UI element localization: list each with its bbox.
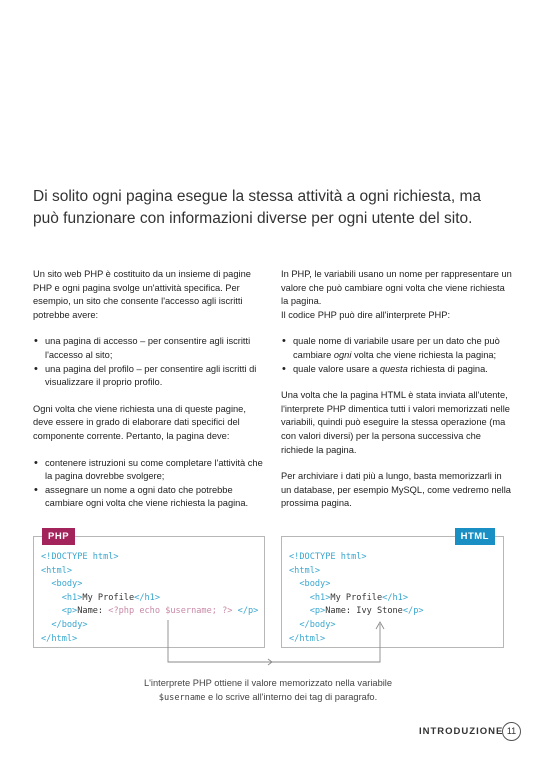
code-h1-open: <h1> <box>309 592 331 603</box>
right-list-1 <box>281 335 513 376</box>
caption-variable: $username <box>158 693 206 703</box>
code-doctype: <!DOCTYPE html> <box>41 552 119 562</box>
code-p-close: </p> <box>402 606 424 617</box>
left-column <box>33 268 265 524</box>
code-h1-open: <h1> <box>61 592 83 603</box>
right-column <box>281 268 513 524</box>
code-h1-close: </h1> <box>382 592 409 603</box>
list-item: • assegnare un nome a ogni dato che potrebbe cambiare ogni volta che viene richiesta la pagina. <box>33 484 265 511</box>
figure-caption <box>100 676 436 705</box>
page-number: 11 <box>502 722 521 741</box>
html-tag: HTML <box>455 528 495 545</box>
right-paragraph-1b-text: Il codice PHP può dire all'interprete PHP: <box>281 309 451 320</box>
list-item: • contenere istruzioni su come completare l'attività che la pagina dovrebbe svolgere; <box>33 457 265 484</box>
list-text: richiesta di pagina. <box>407 363 488 374</box>
code-p-close: </p> <box>237 606 259 617</box>
list-item: • una pagina di accesso – per consentire agli iscritti l'accesso al sito; <box>33 335 265 362</box>
php-code-box <box>33 531 265 648</box>
code-body-open: <body> <box>299 579 331 590</box>
code-html-close: </html> <box>41 633 78 644</box>
code-h1-text: My Profile <box>82 592 135 603</box>
code-php-echo: <?php echo $username; ?> <box>108 606 233 617</box>
left-paragraph-1: Un sito web PHP è costituito da un insieme di pagine PHP e ogni pagina svolge un'attività specifica. Per esempio, un sito che consente l'accesso agli iscritti potrebbe avere: <box>33 269 251 320</box>
left-paragraph-2: Ogni volta che viene richiesta una di queste pagine, deve essere in grado di elaborare dati specifici del componente corrente. Pertanto, la pagina deve: <box>33 403 246 441</box>
caption-line-2: e lo scrive all'interno dei tag di paragrafo. <box>205 692 378 702</box>
right-paragraph-3: Per archiviare i dati più a lungo, basta memorizzarli in un database, per esempio MySQL, come vedremo nella prossima pagina. <box>281 471 511 509</box>
emphasis: questa <box>379 363 408 374</box>
emphasis: ogni <box>333 349 352 360</box>
html-code <box>289 551 424 646</box>
php-tag: PHP <box>42 528 75 545</box>
code-doctype: <!DOCTYPE html> <box>289 552 367 562</box>
code-p-text: Name: Ivy Stone <box>325 606 403 617</box>
left-list-1 <box>33 335 265 389</box>
list-item <box>281 363 513 377</box>
section-label: INTRODUZIONE <box>419 726 504 737</box>
right-paragraph-2: Una volta che la pagina HTML è stata inviata all'utente, l'interprete PHP dimentica tutti i valori memorizzati nelle variabili, quindi può eseguire la stessa operazione (ma con valori diversi) per la persona successiva che richiede la pagina. <box>281 390 510 455</box>
list-item <box>281 335 513 362</box>
code-html-open: <html> <box>41 565 73 576</box>
code-h1-text: My Profile <box>330 592 383 603</box>
html-code-box <box>281 531 504 648</box>
code-p-open: <p> <box>61 606 78 617</box>
left-list-2 <box>33 457 265 511</box>
right-paragraph-1-text: In PHP, le variabili usano un nome per rappresentare un valore che può cambiare ogni volta che viene richiesta la pagina. <box>281 269 512 307</box>
code-body-open: <body> <box>51 579 83 590</box>
code-html-close: </html> <box>289 633 326 644</box>
code-html-open: <html> <box>289 565 321 576</box>
code-body-close: </body> <box>299 619 336 630</box>
lead-paragraph: Di solito ogni pagina esegue la stessa attività a ogni richiesta, ma può funzionare con informazioni diverse per ogni utente del sito. <box>33 188 482 227</box>
list-text: volta che viene richiesta la pagina; <box>351 349 497 360</box>
list-text: quale valore usare a <box>293 363 380 374</box>
list-text: quale nome di variabile usare per un dato che può cambiare <box>293 336 500 360</box>
code-body-close: </body> <box>51 619 88 630</box>
php-code <box>41 551 258 646</box>
right-paragraph-1 <box>281 268 513 322</box>
code-h1-close: </h1> <box>134 592 161 603</box>
list-item: • una pagina del profilo – per consentire agli iscritti di visualizzare il proprio profilo. <box>33 363 265 390</box>
code-p-open: <p> <box>309 606 326 617</box>
caption-line-1: L'interprete PHP ottiene il valore memorizzato nella variabile <box>143 678 393 688</box>
code-p-text: Name: <box>77 606 109 617</box>
